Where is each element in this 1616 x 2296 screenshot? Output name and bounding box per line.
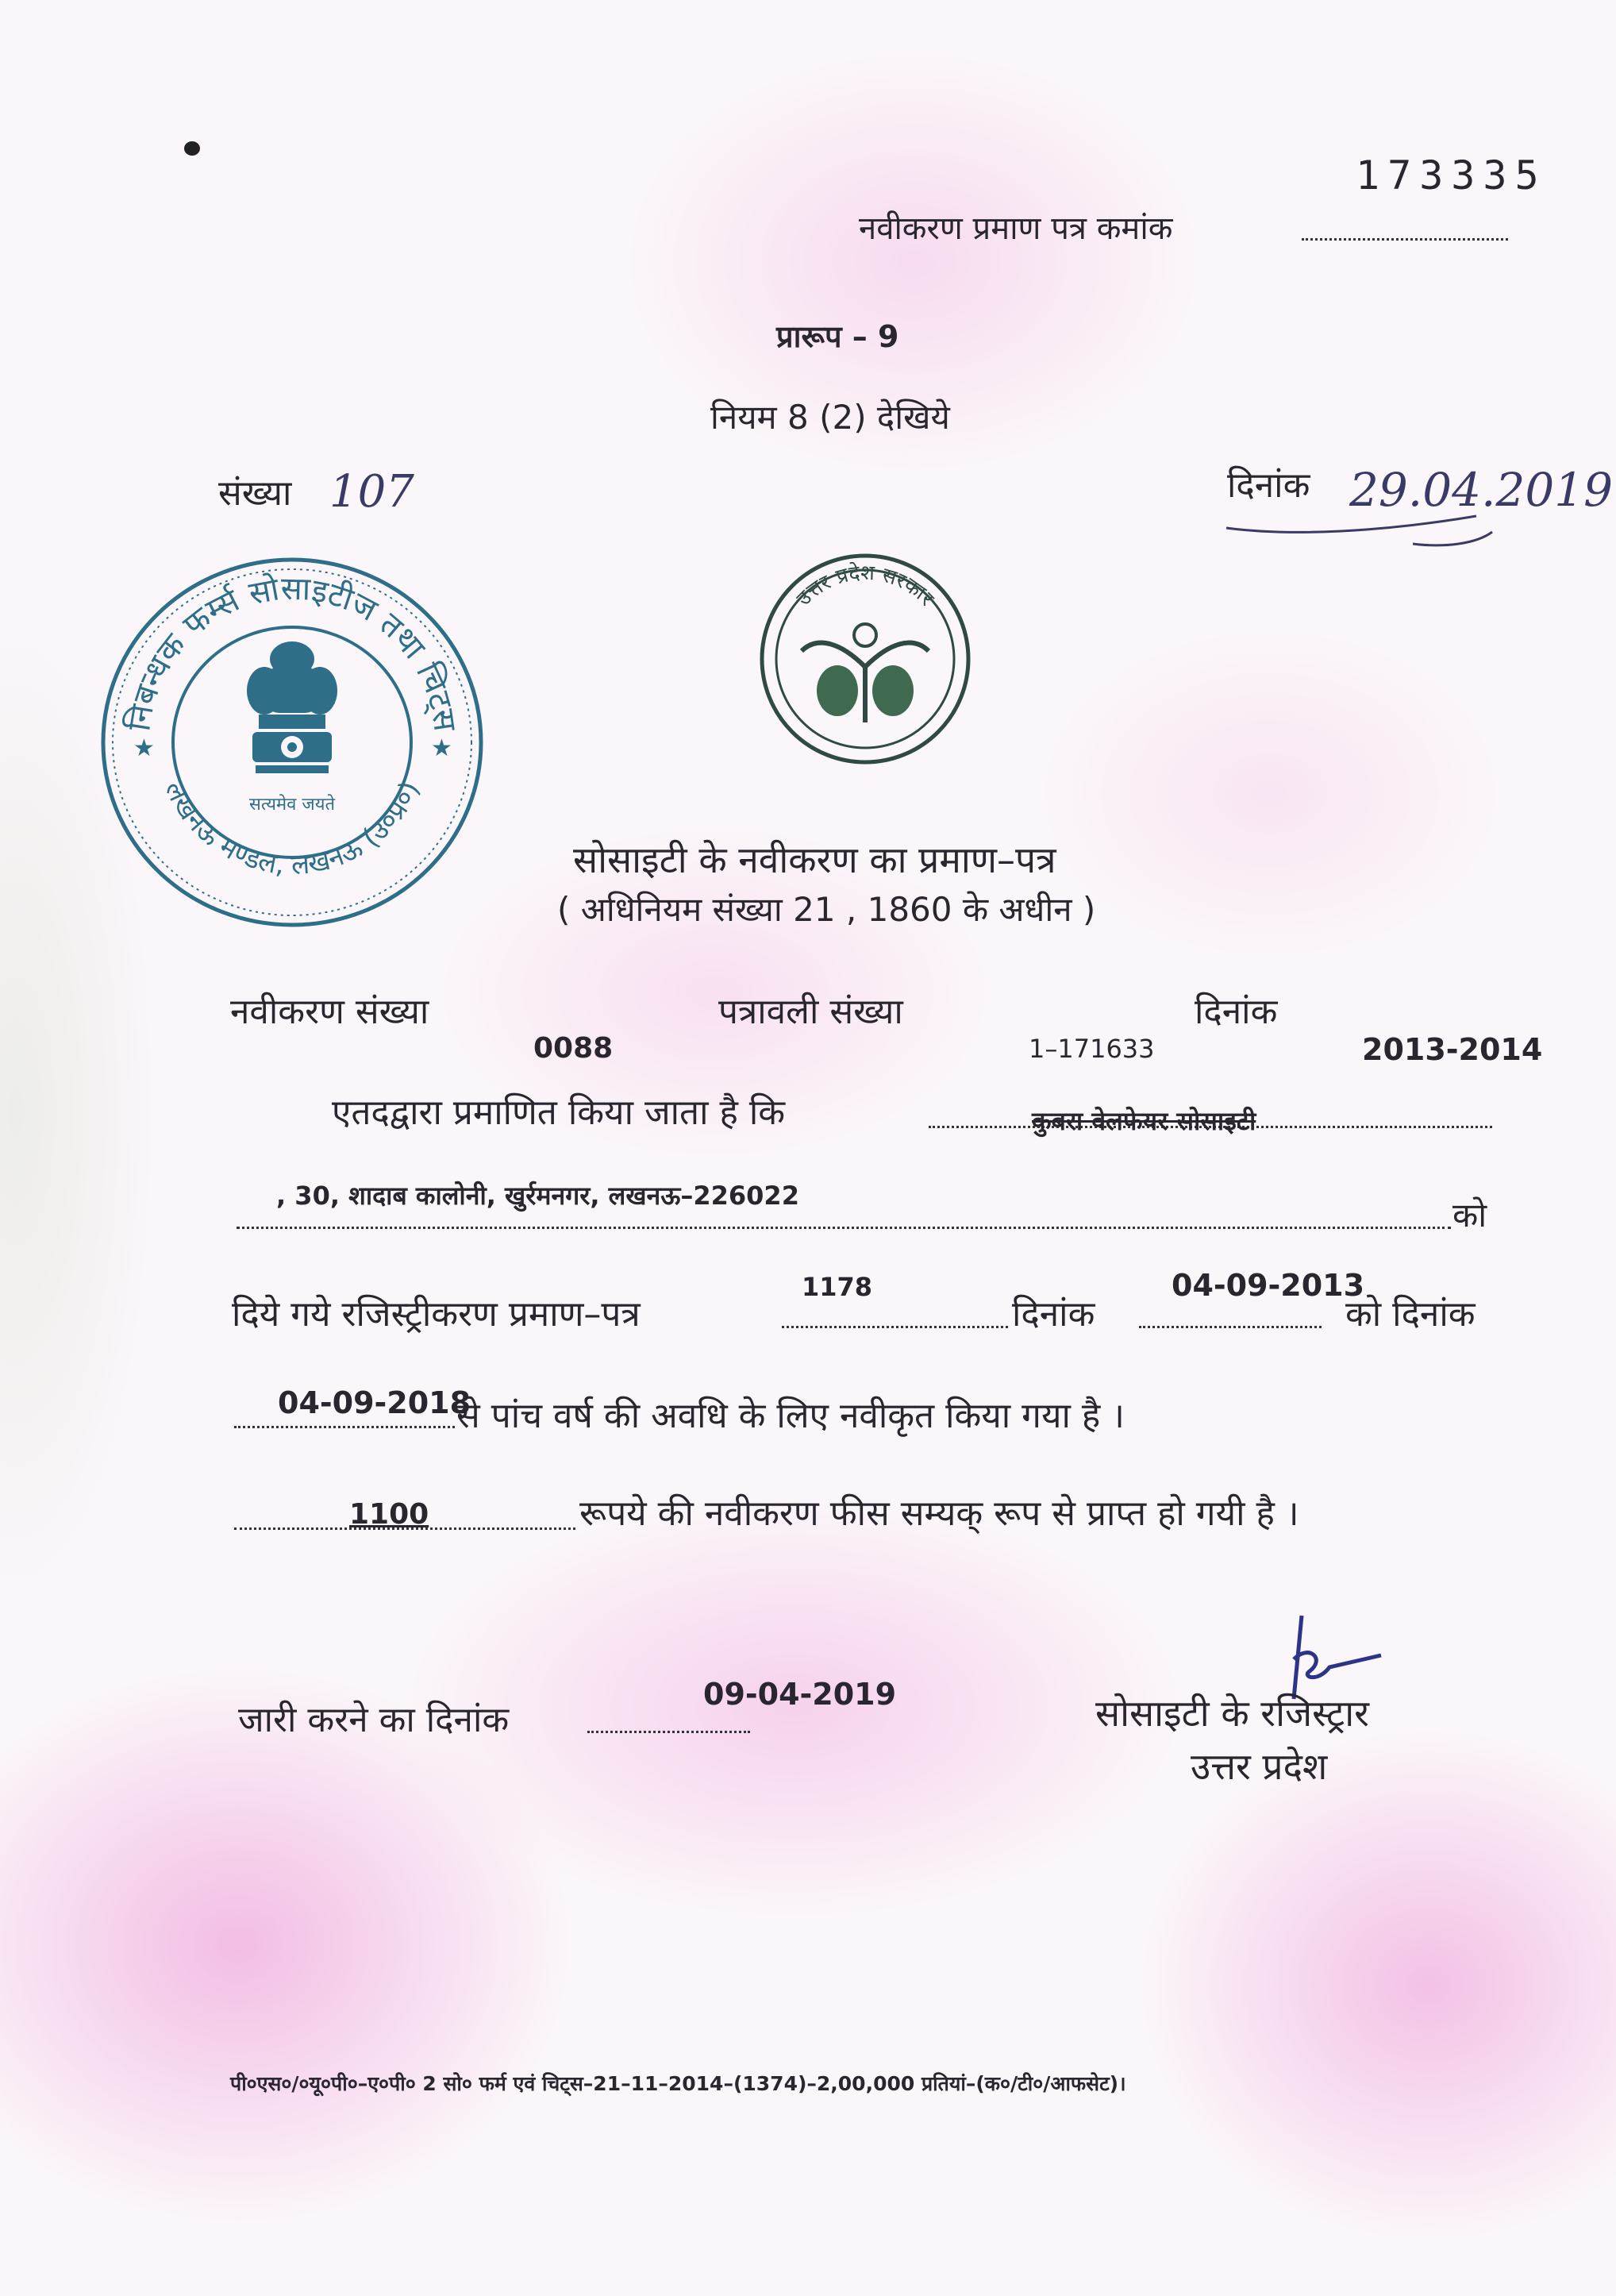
renewal-number-label: नवीकरण संख्या <box>230 992 429 1032</box>
renewal-period-text: से पांच वर्ष की अवधि के लिए नवीकृत किया गया है । <box>456 1396 1125 1436</box>
reg-cert-number: 1178 <box>802 1272 873 1302</box>
reg-no-dots <box>782 1326 1008 1328</box>
emblem-text: उत्तर प्रदेश सरकार <box>791 561 939 611</box>
registrar-title: सोसाइटी के रजिस्ट्रार <box>1095 1692 1369 1735</box>
issue-dots <box>587 1731 750 1733</box>
renewal-from-date: 04-09-2018 <box>278 1385 471 1420</box>
svg-text:★: ★ <box>431 734 452 762</box>
renewal-date-label: दिनांक <box>1195 992 1278 1032</box>
form-title: प्रारूप – 9 <box>776 319 899 354</box>
registrar-seal <box>94 548 491 937</box>
fee-dots <box>234 1527 575 1530</box>
number-value: 107 <box>329 466 414 518</box>
date-value: 29.04.2019 <box>1349 463 1614 517</box>
society-name: कुबरा वेलफेयर सोसाइटी <box>1032 1106 1256 1136</box>
rule-reference: नियम 8 (2) देखिये <box>710 398 950 437</box>
reg-cert-date: 04-09-2013 <box>1172 1268 1365 1303</box>
serial-number: 173335 <box>1356 152 1547 198</box>
svg-text:★: ★ <box>133 734 155 762</box>
certificate-subheading: ( अधिनियम संख्या 21 , 1860 के अधीन ) <box>557 890 1096 929</box>
date-label: दिनांक <box>1227 465 1310 506</box>
certificate-number-label: नवीकरण प्रमाण पत्र कमांक <box>859 210 1173 247</box>
fee-amount: 1100 <box>349 1498 429 1531</box>
renew-dots <box>234 1426 455 1428</box>
ko-date-label: को दिनांक <box>1345 1294 1476 1335</box>
seal-top-text: निबन्धक फर्म्स सोसाइटीज तथा चिट्स <box>121 570 464 734</box>
fee-text: रूपये की नवीकरण फीस सम्यक् रूप से प्राप्त हो गयी है । <box>579 1493 1299 1534</box>
reg-cert-label: दिये गये रजिस्ट्रीकरण प्रमाण–पत्र <box>232 1294 641 1335</box>
renewal-number-value: 0088 <box>533 1032 614 1065</box>
reg-date-dots <box>1139 1326 1322 1328</box>
seal-motto: सत्यमेव जयते <box>248 795 336 815</box>
renewal-date-value: 2013-2014 <box>1362 1032 1543 1067</box>
punch-hole <box>184 141 200 156</box>
date-underline <box>1222 508 1524 556</box>
registrar-state: उत्तर प्रदेश <box>1191 1745 1328 1788</box>
address-dots <box>237 1227 1451 1229</box>
reg-date-label: दिनांक <box>1012 1294 1095 1335</box>
ashoka-emblem-icon <box>247 641 337 773</box>
file-number-label: पत्रावली संख्या <box>718 992 903 1032</box>
number-label: संख्या <box>218 473 292 514</box>
print-footer: पी०एस०/०यू०पी०–ए०पी० 2 सो० फर्म एवं चिट्स–21–11–2014–(1374)–2,00,000 प्रतियां–(क०/टी०/आफसेट)। <box>230 2072 1126 2095</box>
issue-date: 09-04-2019 <box>703 1677 897 1712</box>
up-govt-emblem-icon <box>754 548 976 770</box>
certify-text: एतदद्वारा प्रमाणित किया जाता है कि <box>332 1092 786 1133</box>
issue-date-label: जारी करने का दिनांक <box>238 1700 510 1740</box>
certificate-heading: सोसाइटी के नवीकरण का प्रमाण–पत्र <box>573 838 1056 881</box>
ko-label: को <box>1452 1196 1487 1235</box>
file-number-value: 1–171633 <box>1029 1034 1155 1064</box>
society-address: , 30, शादाब कालोनी, खुर्रमनगर, लखनऊ–226022 <box>276 1181 799 1211</box>
svg-text:लखनऊ मण्डल, लखनऊ (उ०प्र०) <box>158 776 426 881</box>
seal-bottom-text: लखनऊ मण्डल, लखनऊ (उ०प्र०) <box>157 776 426 882</box>
certificate-number-dots <box>1302 238 1508 241</box>
